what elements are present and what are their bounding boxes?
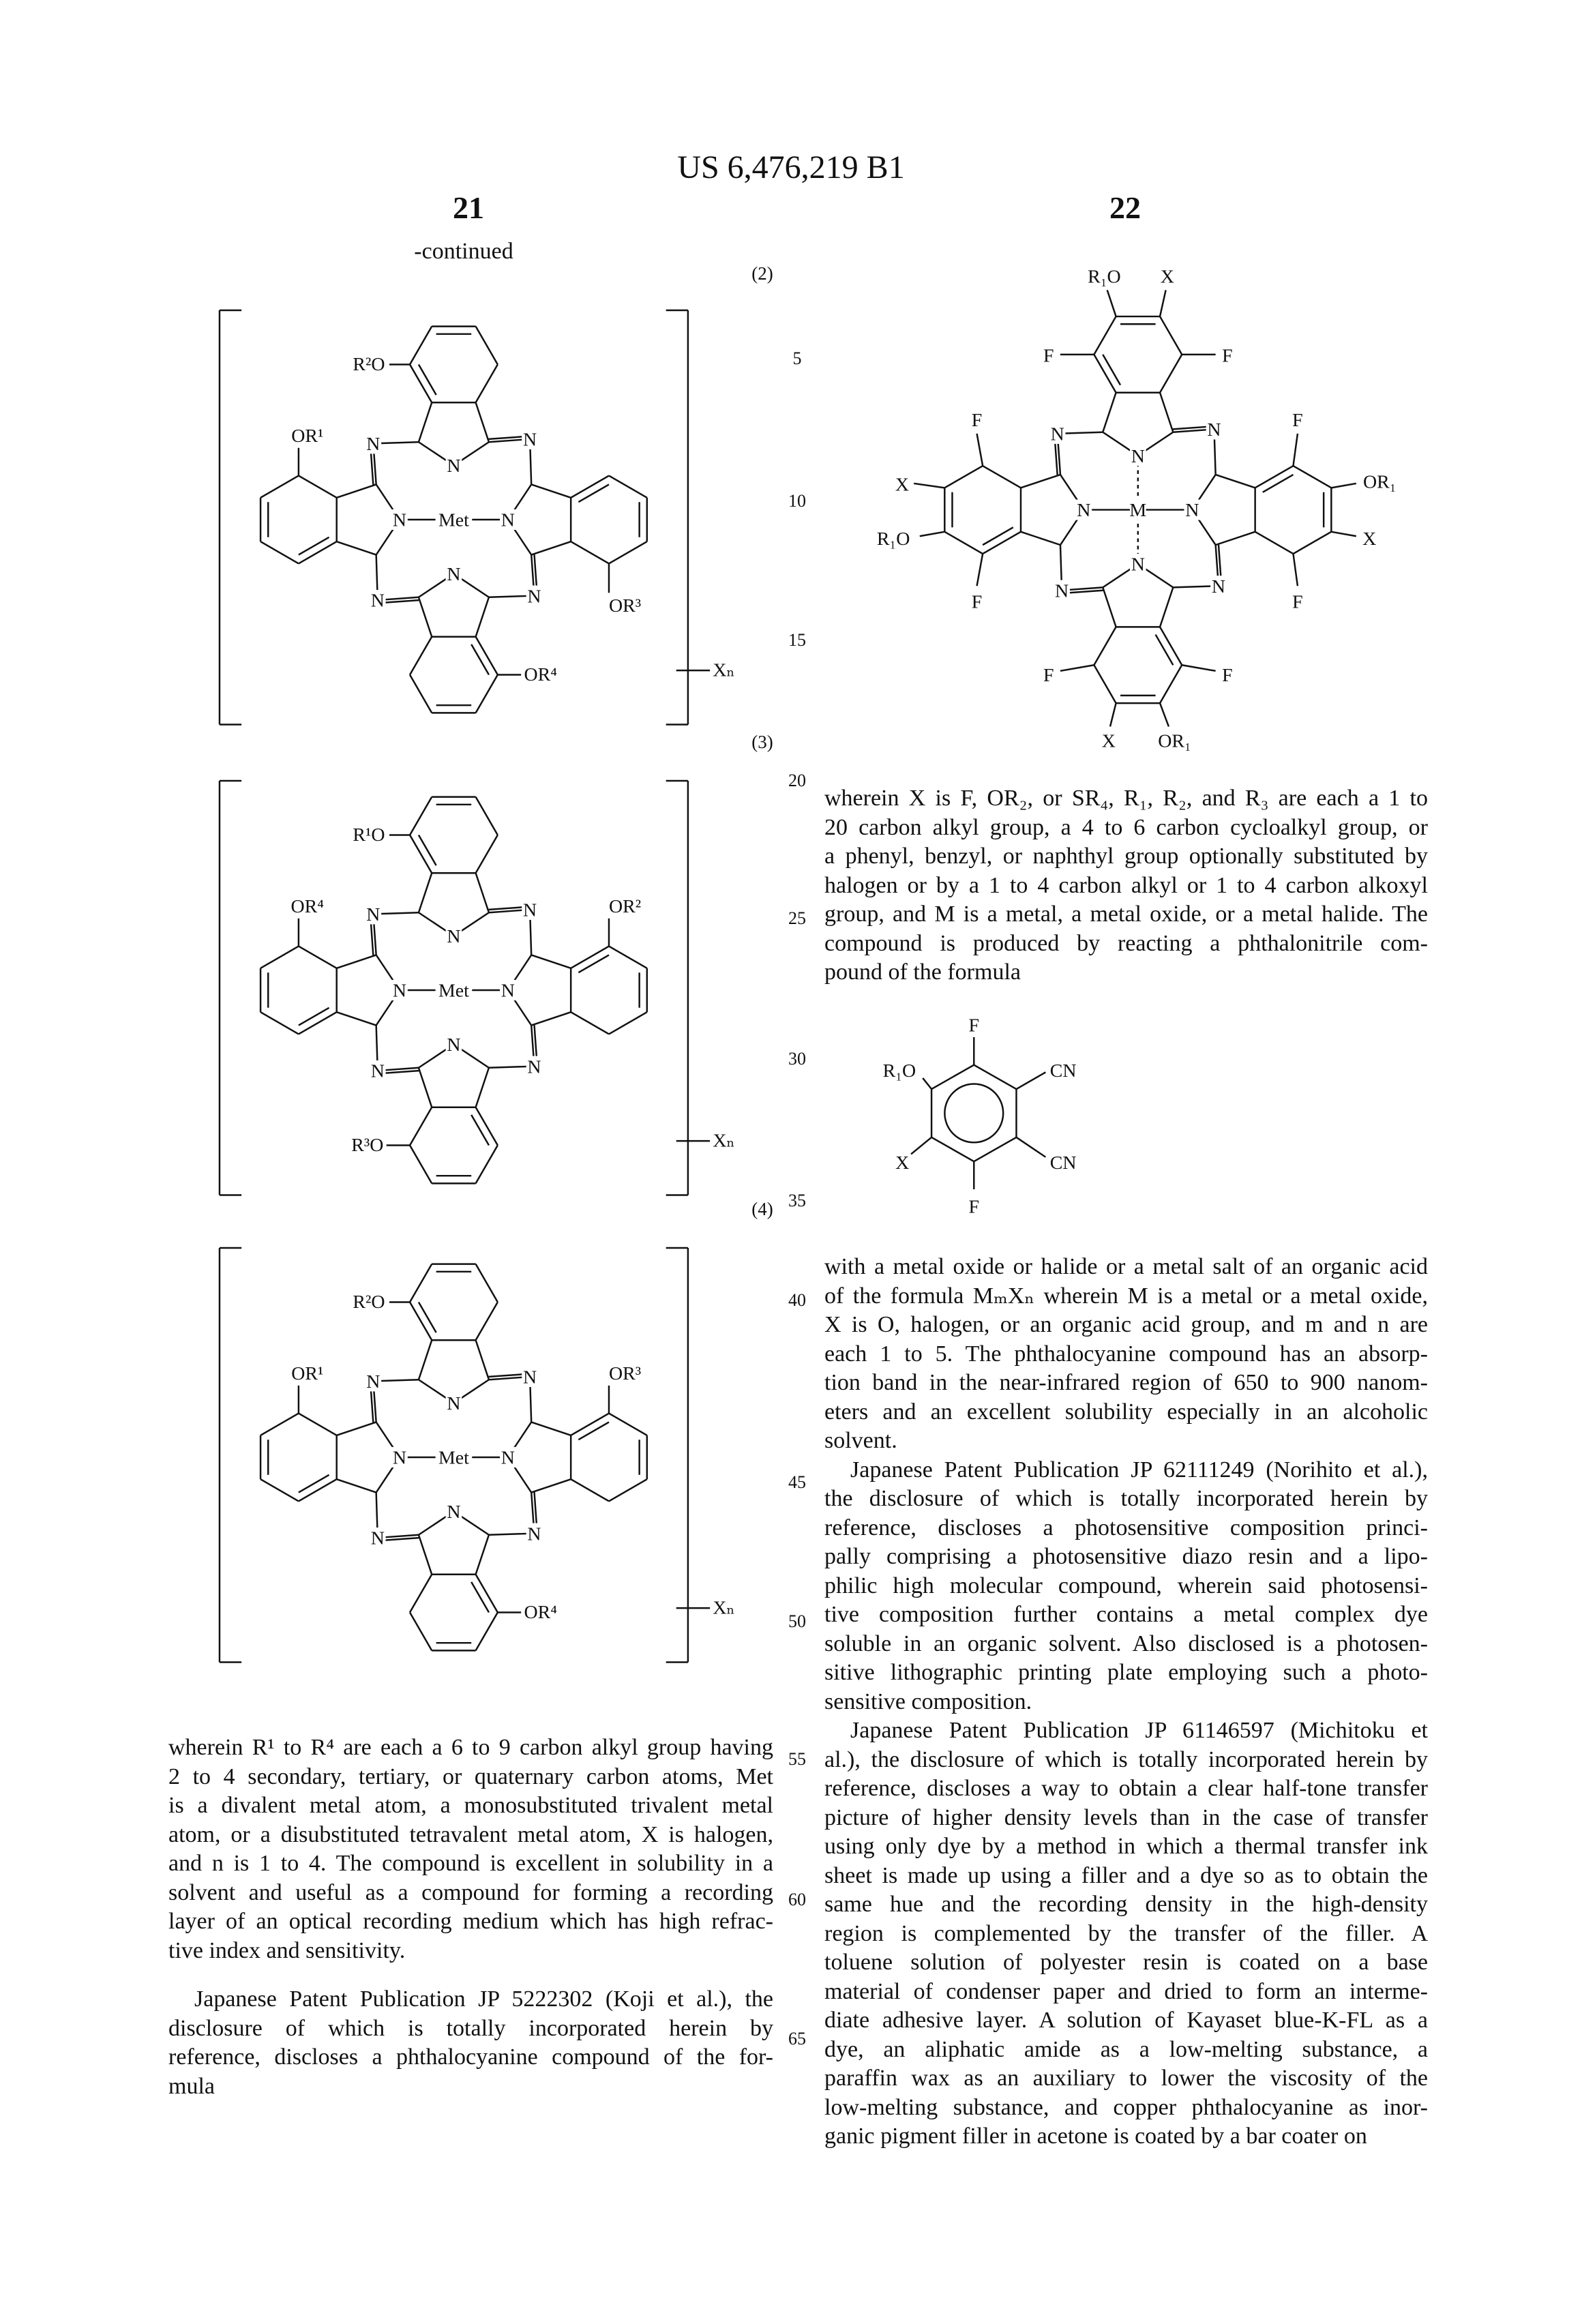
text-line: tive composition further contains a metal complex dye xyxy=(824,1600,1428,1630)
atom-label: N xyxy=(366,1371,380,1392)
text-line: reference, discloses a photosensitive composition princi- xyxy=(824,1514,1428,1543)
line-number: 15 xyxy=(780,630,814,651)
text-line: halogen or by a 1 to 4 carbon alkyl or 1 to 4 carbon alkoxyl xyxy=(824,872,1428,901)
ring-bond xyxy=(571,1414,609,1435)
atom-label: N xyxy=(523,900,537,921)
structure-2 xyxy=(212,300,747,739)
substituent-label: R₁O xyxy=(1088,267,1121,288)
ring-bond xyxy=(337,1012,376,1025)
line-number: 60 xyxy=(780,1890,814,1910)
ring-bond xyxy=(299,1479,337,1501)
ring-bond xyxy=(299,541,337,563)
ring-bond xyxy=(410,1107,432,1146)
ring-bond xyxy=(571,476,609,498)
line-number: 50 xyxy=(780,1611,814,1632)
ring-bond xyxy=(531,955,571,968)
ring-bond xyxy=(476,1107,498,1146)
substituent-label: X xyxy=(895,475,909,496)
ring-bond xyxy=(419,1068,432,1107)
text-line: is a divalent metal atom, a monosubstituted trivalent metal xyxy=(168,1791,773,1821)
text-line: region is complemented by the transfer of the filler. A xyxy=(824,1920,1428,1949)
text-line: sensitive composition. xyxy=(824,1688,1428,1717)
double-bond xyxy=(471,644,489,675)
structure-4 xyxy=(212,1238,747,1677)
substituent-label: F xyxy=(972,410,983,431)
double-bond xyxy=(299,1008,329,1026)
ring-bond xyxy=(410,364,432,402)
text-line: sitive lithographic printing plate employing such a photo- xyxy=(824,1658,1428,1688)
atom-label: N xyxy=(447,1502,460,1523)
text-line: toluene solution of polyester resin is coated on a base xyxy=(824,1948,1428,1978)
atom-label: N xyxy=(447,926,460,947)
ring-bond xyxy=(299,1414,337,1435)
ring-bond xyxy=(337,1479,376,1492)
ring-bond xyxy=(476,327,498,365)
text-line: the disclosure of which is totally incorporated herein by xyxy=(824,1485,1428,1514)
atom-label: N xyxy=(371,1061,385,1082)
ring-bond xyxy=(260,476,299,498)
text-line: of the formula MₘXₙ wherein M is a metal or a metal oxide, xyxy=(824,1282,1428,1311)
line-number: 55 xyxy=(780,1749,814,1770)
text-line: reference, discloses a way to obtain a clear half-tone transfer xyxy=(824,1774,1428,1804)
substituent-bond xyxy=(1107,290,1116,316)
substituent-bond xyxy=(911,1137,931,1154)
ring-bond xyxy=(476,364,498,402)
ring-bond xyxy=(1160,393,1173,432)
text-line: picture of higher density levels than in the case of transfer xyxy=(824,1804,1428,1833)
text-line: Japanese Patent Publication JP 61146597 (Michitoku et xyxy=(824,1716,1428,1746)
substituent-label: F xyxy=(1292,591,1303,612)
ring-bond xyxy=(410,797,432,835)
substituent-label: CN xyxy=(1050,1152,1077,1174)
text-line: tive index and sensitivity. xyxy=(168,1937,773,1966)
structure-phthalonitrile xyxy=(864,1008,1099,1220)
double-bond xyxy=(578,955,609,972)
substituent-label: OR⁴ xyxy=(524,1602,556,1623)
left-paragraph-1 xyxy=(168,1733,773,1965)
ring-bond xyxy=(609,541,647,563)
double-bond xyxy=(1156,635,1174,666)
xn-label: Xₙ xyxy=(713,660,734,681)
text-line: disclosure of which is totally incorporated herein by xyxy=(168,2014,773,2044)
atom-label: N xyxy=(527,586,541,607)
substituent-bond xyxy=(920,532,945,536)
atom-label: N xyxy=(1131,554,1145,576)
text-line: material of condenser paper and dried to form an interme- xyxy=(824,1978,1428,2007)
atom-label: N xyxy=(1185,500,1199,521)
ring-bond xyxy=(260,947,299,968)
text-line: same hue and the recording density in the high-density xyxy=(824,1890,1428,1920)
ring-bond xyxy=(476,1575,498,1613)
substituent-label: R₁O xyxy=(877,528,910,550)
text-line: using only dye by a method in which a thermal transfer ink xyxy=(824,1832,1428,1862)
text-line: and n is 1 to 4. The compound is excellent in solubility in a xyxy=(168,1849,773,1879)
right-paragraph-2 xyxy=(824,1253,1428,1456)
substituent-bond xyxy=(1110,703,1116,726)
text-line: philic high molecular compound, wherein said photosensi- xyxy=(824,1572,1428,1601)
substituent-label: F xyxy=(972,591,983,612)
ring-bond xyxy=(260,541,299,563)
substituent-label: F xyxy=(969,1196,980,1217)
atom-label: N xyxy=(393,1448,406,1469)
atom-label: M xyxy=(1129,500,1146,521)
text-line: compound is produced by reacting a phthalonitrile com- xyxy=(824,929,1428,959)
formula-number: (3) xyxy=(742,732,783,753)
substituent-label: OR¹ xyxy=(291,1363,323,1384)
substituent-bond xyxy=(1060,665,1094,671)
ring-bond xyxy=(410,1264,432,1302)
line-number: 30 xyxy=(780,1049,814,1069)
ring-bond xyxy=(1094,355,1116,393)
substituent-bond xyxy=(1293,434,1297,466)
atom-label: N xyxy=(393,981,406,1002)
atom-label: N xyxy=(1212,576,1225,597)
substituent-bond xyxy=(1016,1137,1045,1157)
substituent-label: OR¹ xyxy=(291,426,323,447)
xn-label: Xₙ xyxy=(713,1598,734,1619)
text-line: dye, an aliphatic amide as a low-melting substance, a xyxy=(824,2036,1428,2065)
ring-bond xyxy=(410,327,432,365)
ring-bond xyxy=(531,1422,571,1435)
ring-bond xyxy=(337,1422,376,1435)
substituent-label: OR² xyxy=(609,896,641,917)
ring-bond xyxy=(419,1535,432,1575)
substituent-label: R¹O xyxy=(353,824,385,846)
atom-label: N xyxy=(1055,580,1069,601)
text-line: wherein R¹ to R⁴ are each a 6 to 9 carbon alkyl group having xyxy=(168,1733,773,1763)
ring-bond xyxy=(1160,665,1182,703)
atom-label: N xyxy=(501,1448,515,1469)
text-line: diate adhesive layer. A solution of Kayaset blue-K-FL as a xyxy=(824,2006,1428,2036)
ring-bond xyxy=(410,1146,432,1184)
text-line: ganic pigment filler in acetone is coated by a bar coater on xyxy=(824,2122,1428,2151)
text-line: tion band in the near-infrared region of 650 to 900 nanom- xyxy=(824,1369,1428,1398)
text-line: reference, discloses a phthalocyanine compound of the for- xyxy=(168,2043,773,2072)
substituent-label: OR³ xyxy=(609,1363,641,1384)
ring-bond xyxy=(476,1535,489,1575)
text-line: eters and an excellent solubility especially in an alcoholic xyxy=(824,1398,1428,1427)
ring-bond xyxy=(1216,532,1255,545)
ring-bond xyxy=(410,1613,432,1651)
atom-label: N xyxy=(447,456,460,477)
substituent-bond xyxy=(1331,483,1356,488)
ring-bond xyxy=(531,484,571,497)
atom-label: N xyxy=(371,591,385,612)
text-line: X is O, halogen, or an organic acid group, and m and n are xyxy=(824,1311,1428,1340)
text-line: 2 to 4 secondary, tertiary, or quaternary carbon atoms, Met xyxy=(168,1763,773,1792)
substituent-label: X xyxy=(1161,267,1174,288)
double-bond xyxy=(419,835,436,865)
double-bond xyxy=(578,1422,609,1440)
ring-bond xyxy=(476,1068,489,1107)
line-number: 20 xyxy=(780,771,814,791)
ring-bond xyxy=(260,1012,299,1034)
structure-3 xyxy=(212,771,747,1210)
substituent-label: X xyxy=(1102,731,1116,752)
substituent-bond xyxy=(1331,532,1356,536)
ring-bond xyxy=(260,1479,299,1501)
ring-bond xyxy=(531,1479,571,1492)
substituent-label: F xyxy=(1222,346,1233,367)
ring-bond xyxy=(476,1264,498,1302)
atom-label: N xyxy=(371,1528,385,1549)
ring-bond xyxy=(299,476,337,498)
substituent-label: F xyxy=(1292,410,1303,431)
atom-label: N xyxy=(366,904,380,925)
ring-bond xyxy=(260,1414,299,1435)
atom-label: Met xyxy=(438,510,469,531)
text-line: atom, or a disubstituted tetravalent metal atom, X is halogen, xyxy=(168,1821,773,1850)
substituent-label: F xyxy=(969,1015,980,1036)
substituent-label: OR⁴ xyxy=(524,664,556,685)
ring-bond xyxy=(410,675,432,713)
text-line: 20 carbon alkyl group, a 4 to 6 carbon cycloalkyl group, or xyxy=(824,814,1428,843)
text-line: al.), the disclosure of which is totally incorporated herein by xyxy=(824,1746,1428,1775)
ring-bond xyxy=(571,1012,609,1034)
ring-bond xyxy=(476,797,498,835)
ring-bond xyxy=(1021,475,1060,488)
line-number: 5 xyxy=(780,348,814,369)
ring-bond xyxy=(1293,532,1331,554)
ring-bond xyxy=(476,597,489,637)
ring-bond xyxy=(476,835,498,873)
text-line: pound of the formula xyxy=(824,958,1428,987)
ring-bond xyxy=(410,1302,432,1340)
ring-bond xyxy=(571,947,609,968)
xn-label: Xₙ xyxy=(713,1131,734,1152)
substituent-label: R²O xyxy=(353,354,385,375)
continued-label: -continued xyxy=(382,239,546,265)
atom-label: Met xyxy=(438,1448,469,1469)
substituent-label: OR₁ xyxy=(1158,731,1191,752)
ring-bond xyxy=(571,541,609,563)
column-number-left: 21 xyxy=(428,190,509,226)
atom-label: N xyxy=(366,434,380,455)
ring-bond xyxy=(410,1575,432,1613)
ring-bond xyxy=(410,637,432,675)
substituent-label: CN xyxy=(1050,1060,1077,1082)
ring-bond xyxy=(410,835,432,873)
text-line: pally comprising a photosensitive diazo resin and a lipo- xyxy=(824,1543,1428,1572)
text-line: sheet is made up using a filler and a dye so as to obtain the xyxy=(824,1862,1428,1891)
double-bond xyxy=(299,1475,329,1493)
ring-bond xyxy=(337,955,376,968)
text-line: Japanese Patent Publication JP 62111249 (Norihito et al.), xyxy=(824,1456,1428,1485)
ring-bond xyxy=(419,597,432,637)
substituent-label: R₁O xyxy=(883,1060,916,1082)
patent-number: US 6,476,219 B1 xyxy=(0,149,1582,186)
ring-bond xyxy=(531,541,571,554)
line-number: 40 xyxy=(780,1290,814,1311)
right-paragraph-3 xyxy=(824,1456,1428,1717)
substituent-label: F xyxy=(1222,665,1233,686)
double-bond xyxy=(983,527,1013,545)
atom-label: N xyxy=(447,1034,460,1056)
text-line: with a metal oxide or halide or a metal salt of an organic acid xyxy=(824,1253,1428,1282)
substituent-label: OR⁴ xyxy=(291,896,324,917)
ring-bond xyxy=(419,873,432,912)
formula-number: (4) xyxy=(742,1199,783,1220)
ring-bond xyxy=(609,1479,647,1501)
atom-label: N xyxy=(447,1393,460,1414)
text-line: wherein X is F, OR₂, or SR₄, R₁, R₂, and R₃ are each a 1 to xyxy=(824,784,1428,814)
right-paragraph-1 xyxy=(824,784,1428,987)
ring-bond xyxy=(1094,316,1116,355)
double-bond xyxy=(471,1582,489,1613)
text-line: paraffin wax as an auxiliary to lower the viscosity of the xyxy=(824,2064,1428,2094)
ring-bond xyxy=(609,1012,647,1034)
ring-bond xyxy=(944,532,983,554)
atom-label: N xyxy=(1131,446,1145,467)
right-paragraph-4 xyxy=(824,1716,1428,2151)
ring-bond xyxy=(1160,587,1173,627)
text-line: low-melting substance, and copper phthalocyanine as inor- xyxy=(824,2094,1428,2123)
ring-bond xyxy=(1094,665,1116,703)
formula-number: (2) xyxy=(742,263,783,284)
ring-bond xyxy=(1216,475,1255,488)
ring-bond xyxy=(419,402,432,442)
substituent-label: X xyxy=(1362,528,1376,550)
substituent-label: X xyxy=(895,1152,909,1174)
text-line: a phenyl, benzyl, or naphthyl group optionally substituted by xyxy=(824,842,1428,872)
ring-bond xyxy=(476,873,489,912)
substituent-bond xyxy=(977,554,983,586)
ring-bond xyxy=(944,466,983,488)
line-number: 35 xyxy=(780,1191,814,1211)
atom-label: N xyxy=(501,981,515,1002)
text-line: Japanese Patent Publication JP 5222302 (Koji et al.), the xyxy=(168,1985,773,2014)
double-bond xyxy=(471,1115,489,1146)
ring-bond xyxy=(476,1302,498,1340)
ring-bond xyxy=(1021,532,1060,545)
text-line: each 1 to 5. The phthalocyanine compound has an absorp- xyxy=(824,1340,1428,1369)
ring-bond xyxy=(476,675,498,713)
substituent-bond xyxy=(914,483,944,488)
ring-bond xyxy=(337,541,376,554)
atom-label: N xyxy=(393,510,406,531)
ring-bond xyxy=(609,1414,647,1435)
ring-bond xyxy=(1160,355,1182,393)
ring-bond xyxy=(476,1340,489,1380)
ring-bond xyxy=(1103,587,1116,627)
left-paragraph-2 xyxy=(168,1985,773,2101)
substituent-bond xyxy=(1160,290,1166,316)
substituent-label: OR³ xyxy=(609,595,641,616)
ring-bond xyxy=(609,476,647,498)
atom-label: N xyxy=(501,510,515,531)
line-number: 25 xyxy=(780,908,814,929)
substituent-bond xyxy=(923,1078,931,1089)
text-line: soluble in an organic solvent. Also disclosed is a photosen- xyxy=(824,1630,1428,1659)
ring-bond xyxy=(337,484,376,497)
double-bond xyxy=(419,364,436,395)
ring-bond xyxy=(609,947,647,968)
ring-bond xyxy=(299,1012,337,1034)
atom-label: N xyxy=(1051,424,1064,445)
atom-label: Met xyxy=(438,981,469,1002)
text-line: layer of an optical recording medium which has high refrac- xyxy=(168,1907,773,1937)
right-paragraph-group xyxy=(824,1253,1428,2151)
text-line: mula xyxy=(168,2072,773,2102)
substituent-label: OR₁ xyxy=(1363,471,1397,492)
double-bond xyxy=(1263,475,1294,492)
substituent-bond xyxy=(977,434,983,466)
double-bond xyxy=(299,537,329,555)
ring-bond xyxy=(1293,466,1331,488)
ring-bond xyxy=(531,1012,571,1025)
atom-label: N xyxy=(527,1056,541,1077)
ring-bond xyxy=(1255,532,1294,554)
ring-bond xyxy=(476,637,498,675)
atom-label: N xyxy=(447,564,460,585)
substituent-label: F xyxy=(1043,665,1054,686)
ring-bond xyxy=(983,466,1021,488)
substituent-bond xyxy=(1293,554,1297,586)
ring-bond xyxy=(1255,466,1294,488)
line-number: 65 xyxy=(780,2029,814,2049)
ring-bond xyxy=(571,1479,609,1501)
aromatic-ring xyxy=(944,1084,1003,1143)
ring-bond xyxy=(983,532,1021,554)
ring-bond xyxy=(1160,316,1182,355)
ring-bond xyxy=(419,1340,432,1380)
substituent-bond xyxy=(1182,665,1215,671)
ring-bond xyxy=(476,1146,498,1184)
text-line: group, and M is a metal, a metal oxide, or a metal halide. The xyxy=(824,900,1428,929)
ring-bond xyxy=(1094,627,1116,665)
ring-bond xyxy=(476,1613,498,1651)
ring-bond xyxy=(299,947,337,968)
substituent-bond xyxy=(1016,1072,1045,1089)
text-line: solvent. xyxy=(824,1427,1428,1456)
double-bond xyxy=(1103,355,1120,385)
substituent-label: F xyxy=(1043,346,1054,367)
line-number: 10 xyxy=(780,491,814,511)
ring-bond xyxy=(476,402,489,442)
ring-bond xyxy=(1160,627,1182,665)
text-line: solvent and useful as a compound for forming a recording xyxy=(168,1879,773,1908)
double-bond xyxy=(578,484,609,502)
column-number-right: 22 xyxy=(1084,190,1166,226)
ring-bond xyxy=(1103,393,1116,432)
atom-label: N xyxy=(523,1367,537,1388)
atom-label: N xyxy=(1077,500,1090,521)
structure-fluorinated-phthalocyanine xyxy=(864,256,1435,762)
substituent-bond xyxy=(1160,703,1169,726)
atom-label: N xyxy=(1207,419,1221,441)
atom-label: N xyxy=(527,1523,541,1545)
substituent-label: R²O xyxy=(353,1292,385,1313)
line-number: 45 xyxy=(780,1472,814,1493)
atom-label: N xyxy=(523,430,537,451)
substituent-label: R³O xyxy=(351,1135,383,1156)
double-bond xyxy=(419,1302,436,1332)
